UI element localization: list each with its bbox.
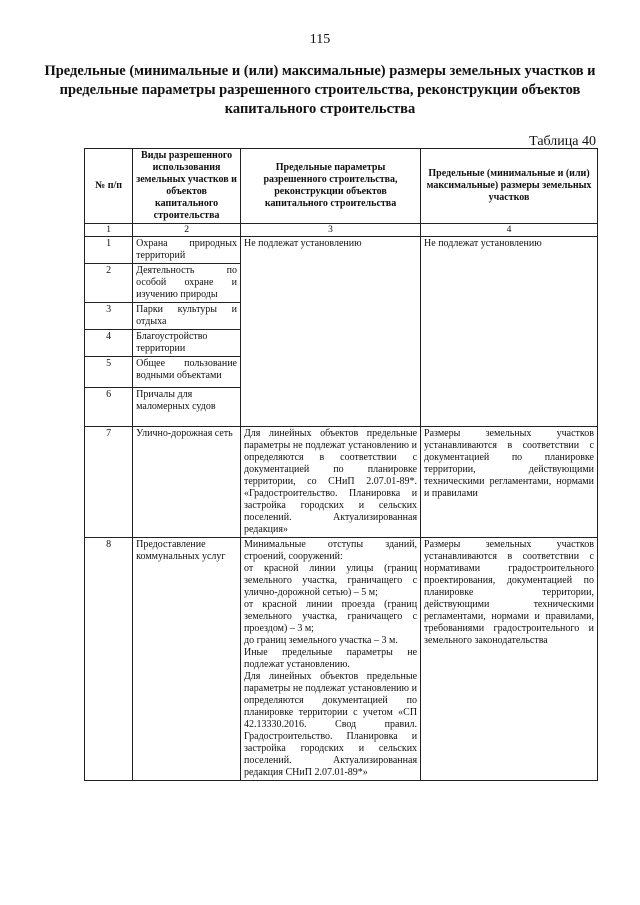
column-index: 4 [421, 224, 598, 237]
land-use-type: Причалы для маломерных судов [133, 388, 241, 427]
row-number: 4 [85, 330, 133, 357]
table-label: Таблица 40 [529, 134, 596, 149]
land-plot-sizes: Не подлежат установлению [421, 237, 598, 427]
header-type: Виды разрешенного использования земельных участков и объектов капитального строительства [133, 149, 241, 224]
land-use-type: Улично-дорожная сеть [133, 427, 241, 538]
table-row [85, 538, 598, 781]
land-use-type: Предоставление коммунальных услуг [133, 538, 241, 781]
row-number: 3 [85, 303, 133, 330]
document-title: Предельные (минимальные и (или) максимальные) размеры земельных участков и предельные параметры разрешенного строительства, реконструкции объектов капитального строительства [44, 63, 596, 117]
land-plot-sizes: Размеры земельных участков устанавливаются в соответствии с документацией по планировке территории, действующими техническими регламентами, нормами и правилами [421, 427, 598, 538]
land-use-type: Деятельность по особой охране и изучению природы [133, 264, 241, 303]
row-number: 7 [85, 427, 133, 538]
construction-params: Минимальные отступы зданий, строений, сооружений: от красной линии улицы (границ земельного участка, граничащего с улично-дорожной сетью) – 5 м; от красной линии проезда (границ земельного участка, граничащего с проездом) – 3 м; до границ земельного участка – 3 м. Иные предельные параметры не подлежат установлению. Для линейных объектов предельные параметры не подлежат установлению и определяются документацией по планировке территории с учетом «СП 42.13330.2016. Свод правил. Градостроительство. Планировка и застройка городских и сельских поселений. Актуализированная редакция СНиП 2.07.01-89*» [240, 538, 420, 781]
land-use-type: Благоустройство территории [133, 330, 241, 357]
page-number: 115 [309, 32, 331, 47]
column-index: 3 [240, 224, 420, 237]
row-number: 6 [85, 388, 133, 427]
land-use-type: Общее пользование водными объектами [133, 357, 241, 388]
land-use-type: Парки культуры и отдыха [133, 303, 241, 330]
column-index: 1 [85, 224, 133, 237]
row-number: 8 [85, 538, 133, 781]
table-row [85, 427, 598, 538]
header-sizes: Предельные (минимальные и (или) максимальные) размеры земельных участков [421, 149, 598, 224]
row-number: 5 [85, 357, 133, 388]
land-plot-sizes: Размеры земельных участков устанавливаются в соответствии с нормативами градостроительного проектирования, документацией по планировке территории, действующими техническими регламентами, нормами и правилами, требованиями градостроительного и земельного законодательства [421, 538, 598, 781]
header-num: № п/п [85, 149, 133, 224]
construction-params: Не подлежат установлению [240, 237, 420, 427]
regulations-table [84, 148, 598, 781]
header-row [85, 149, 598, 224]
column-index: 2 [133, 224, 241, 237]
row-number: 2 [85, 264, 133, 303]
column-index-row [85, 224, 598, 237]
table-row [85, 237, 598, 264]
header-params: Предельные параметры разрешенного строительства, реконструкции объектов капитального строительства [240, 149, 420, 224]
row-number: 1 [85, 237, 133, 264]
land-use-type: Охрана природных территорий [133, 237, 241, 264]
construction-params: Для линейных объектов предельные параметры не подлежат установлению и определяются в соответствии с документацией по планировке территории, со СНиП 2.07.01-89*. «Градостроительство. Планировка и застройка городских и сельских поселений. Актуализированная редакция» [240, 427, 420, 538]
